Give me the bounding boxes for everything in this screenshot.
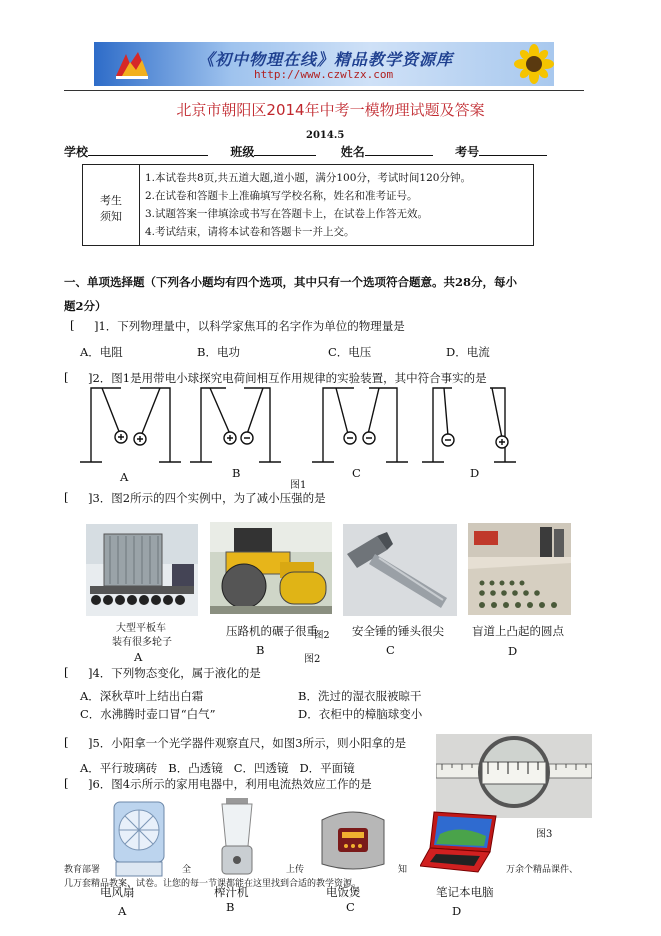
q3-stem: ]3．图2所示的四个实例中，为了减小压强的是 [88, 491, 326, 505]
q5-bracket[interactable]: [ [64, 735, 69, 749]
name-label: 姓名 [340, 145, 365, 159]
notice-item: 2.在试卷和答题卡上准确填写学校名称，姓名和准考证号。 [145, 190, 418, 202]
notice-item: 4.考试结束，请将本试卷和答题卡一并上交。 [145, 226, 355, 238]
q3-caption-d: 盲道上凸起的圆点 [472, 624, 564, 638]
flatbed-truck-photo [86, 524, 198, 616]
q3-bracket[interactable]: [ [64, 490, 69, 504]
class-label: 班级 [230, 145, 255, 159]
q4-option-a[interactable]: A．深秋草叶上结出白霜 [80, 689, 204, 703]
q2-label-a: A [120, 470, 129, 484]
q6-caption-a: 电风扇 [100, 885, 135, 899]
footer-fragment: 教育部署 [64, 865, 101, 875]
q6-caption-b: 榨汁机 [214, 885, 249, 899]
figure-2-label: 图2 [304, 654, 321, 665]
q6-letter-d: D [452, 904, 462, 918]
notice-label-line1: 考生 [100, 194, 122, 207]
q6-bracket[interactable]: [ [64, 776, 69, 790]
notice-item: 1.本试卷共8页,共五道大题,道小题，满分100分，考试时间120分钟。 [145, 172, 471, 184]
safety-hammer-photo [343, 524, 457, 616]
notice-item: 3.试题答案一律填涂或书写在答题卡上，在试卷上作答无效。 [145, 208, 429, 220]
header-rule [64, 90, 584, 91]
tactile-paving-photo [468, 523, 571, 615]
electric-fan-photo [112, 800, 166, 880]
q2-stem: ]2．图1是用带电小球探究电荷间相互作用规律的实验装置，其中符合事实的是 [88, 371, 487, 385]
q2-bracket[interactable]: [ [64, 370, 69, 384]
q3-letter-a: A [134, 650, 143, 664]
footer-fragment-e: 万余个精品课件、 [506, 865, 579, 875]
q1-option-a[interactable]: A．电阻 [80, 345, 123, 359]
fig1-setup-a [80, 388, 181, 462]
info-fields [64, 143, 547, 160]
banner-title: 《初中物理在线》精品教学资源库 [198, 50, 454, 69]
q1-option-c[interactable]: C．电压 [328, 345, 372, 359]
q6-letter-b: B [226, 900, 235, 914]
q6-letter-a: A [118, 904, 127, 918]
fig1-setup-b [190, 388, 281, 462]
exam-no-label: 考号 [455, 145, 480, 159]
q4-stem: ]4．下列物态变化，属于液化的是 [88, 666, 261, 680]
class-input[interactable] [254, 143, 316, 156]
q1-bracket[interactable]: [ [70, 318, 75, 332]
fig1-setup-d [422, 388, 516, 462]
banner-url[interactable]: http://www.czwlzx.com [254, 68, 394, 81]
q1-option-d[interactable]: D．电流 [446, 345, 490, 359]
q5-options[interactable]: A．平行玻璃砖 B．凸透镜 C．凹透镜 D．平面镜 [80, 761, 355, 775]
q3-caption-a-line2: 装有很多轮子 [112, 637, 172, 648]
q3-caption-a-line1: 大型平板车 [116, 623, 166, 634]
q2-label-c: C [352, 466, 361, 480]
school-input[interactable] [88, 143, 208, 156]
laptop-photo [420, 810, 504, 874]
q4-bracket[interactable]: [ [64, 665, 69, 679]
footer-text-line2: 几万套精品教案、试卷。让您的每一节课都能在这里找到合适的教学资源。 [64, 879, 362, 889]
q3-letter-b: B [256, 643, 265, 657]
q3-letter-d: D [508, 644, 518, 658]
document-title: 北京市朝阳区2014年中考一模物理试题及答案 [176, 101, 485, 119]
school-label: 学校 [64, 145, 89, 159]
q2-label-d: D [470, 466, 480, 480]
footer-fragment-d: 知 [398, 865, 408, 875]
notice-divider [139, 165, 140, 245]
figure-3-magnifier-photo [436, 734, 592, 818]
q4-option-d[interactable]: D．衣柜中的樟脑球变小 [298, 707, 423, 721]
road-roller-photo [210, 522, 332, 614]
exam-no-input[interactable] [479, 143, 547, 156]
notice-label [97, 193, 125, 225]
figure-1-charged-balls [74, 382, 534, 468]
q6-caption-d: 笔记本电脑 [436, 885, 494, 899]
q6-stem: ]6．图4示所示的家用电器中，利用电流热效应工作的是 [88, 777, 372, 791]
name-input[interactable] [365, 143, 433, 156]
q1-stem: ]1．下列物理量中，以科学家焦耳的名字作为单位的物理量是 [94, 319, 405, 333]
q4-option-b[interactable]: B．洗过的湿衣服被晾干 [298, 689, 422, 703]
footer-text-line1 [64, 862, 100, 875]
fig1-setup-c [312, 388, 408, 462]
q4-option-c[interactable]: C．水沸腾时壶口冒“白气” [80, 707, 216, 721]
q3-letter-c: C [386, 643, 395, 657]
q3-caption-b: 压路机的碾子很重 [226, 624, 318, 638]
q6-letter-c: C [346, 900, 355, 914]
juicer-photo [214, 798, 260, 878]
figure-3-label: 图3 [536, 829, 553, 840]
q2-label-b: B [232, 466, 241, 480]
notice-label-line2: 须知 [100, 210, 122, 223]
notice-box [82, 164, 534, 246]
section1-heading-line2: 题2分） [64, 299, 107, 313]
section1-heading-line1: 一、单项选择题（下列各小题均有四个选项，其中只有一个选项符合题意。共28分，每小 [64, 275, 517, 289]
q1-option-b[interactable]: B．电功 [197, 345, 240, 359]
banner-logo-icon [112, 48, 152, 82]
banner [94, 42, 554, 86]
footer-fragment-c: 上传 [286, 865, 305, 875]
footer-fragment-b: 全 [182, 865, 192, 875]
rice-cooker-photo [316, 804, 390, 874]
q3-caption-c: 安全锤的锤头很尖 [352, 624, 444, 638]
q6-caption-c: 电饭煲 [326, 885, 361, 899]
figure-1-label: 图1 [290, 480, 307, 491]
notice-items [145, 169, 471, 241]
sunflower-icon [514, 44, 554, 86]
exam-date: 2014.5 [306, 130, 345, 141]
q3-caption-b-overlay: 图2 [314, 630, 330, 641]
q5-stem: ]5．小阳拿一个光学器件观察直尺，如图3所示，则小阳拿的是 [88, 736, 407, 750]
